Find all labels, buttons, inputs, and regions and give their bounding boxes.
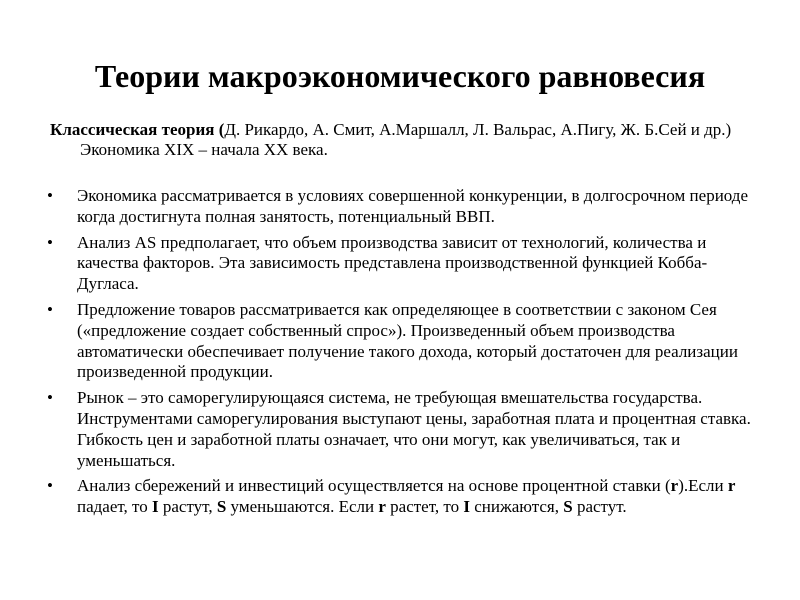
bullet-glyph: •: [47, 232, 53, 252]
text-fragment: снижаются,: [469, 497, 564, 517]
bullet-item: [40, 186, 760, 228]
text-fragment: растет, то: [385, 497, 464, 517]
bullet-text-last: [77, 476, 735, 516]
bullet-text: Рынок – это саморегулирующаяся система, не требующая вмешательства государства. Инструментами саморегулирования выступают цены, заработная плата и процентная ставка. Гибкость цен и заработной платы означает, что они могут, как увеличиваться, так и уменьшаться.: [77, 388, 751, 470]
variable-i: I: [152, 497, 159, 517]
text-fragment: падает, то: [77, 497, 152, 517]
text-fragment: Анализ сбережений и инвестиций осуществляется на основе процентной ставки (: [77, 476, 671, 496]
bullet-item: [40, 476, 760, 518]
text-fragment: ).Если: [678, 476, 728, 496]
variable-i: I: [463, 497, 470, 517]
text-fragment: растут.: [572, 497, 627, 517]
bullet-list: [40, 186, 760, 523]
intro-paragraph: [50, 120, 800, 160]
intro-lead-bold: Классическая теория (: [50, 120, 225, 139]
bullet-text: Предложение товаров рассматривается как определяющее в соответствии с законом Сея («предложение создает собственный спрос»). Произведенный объем производства автоматически обеспечивает получение такого дохода, который достаточен для реализации произведенной продукции.: [77, 299, 738, 382]
variable-r: r: [727, 476, 736, 496]
bullet-item: [40, 300, 760, 383]
bullet-item: [40, 233, 760, 295]
slide-title: Теории макроэкономического равновесия: [94, 58, 706, 94]
text-fragment: уменьшаются. Если: [226, 497, 379, 517]
bullet-glyph: •: [47, 299, 53, 319]
text-fragment: растут,: [158, 497, 217, 517]
bullet-glyph: •: [47, 186, 53, 205]
bullet-item: [40, 388, 760, 471]
variable-s: S: [563, 497, 573, 517]
variable-r: r: [378, 497, 386, 517]
intro-rest: Д. Рикардо, А. Смит, А.Маршалл, Л. Вальрас, А.Пигу, Ж. Б.Сей и др.) Экономика XIX – начала XX века.: [80, 120, 732, 159]
variable-s: S: [216, 497, 227, 517]
bullet-glyph: •: [47, 476, 53, 496]
variable-r: r: [670, 476, 679, 496]
bullet-glyph: •: [47, 388, 53, 408]
bullet-text: Экономика рассматривается в условиях совершенной конкуренции, в долгосрочном периоде когда достигнута полная занятость, потенциальный ВВП.: [77, 186, 748, 226]
bullet-text: Анализ AS предполагает, что объем производства зависит от технологий, количества и качества факторов. Эта зависимость представлена производственной функцией Кобба-Дугласа.: [77, 232, 708, 294]
